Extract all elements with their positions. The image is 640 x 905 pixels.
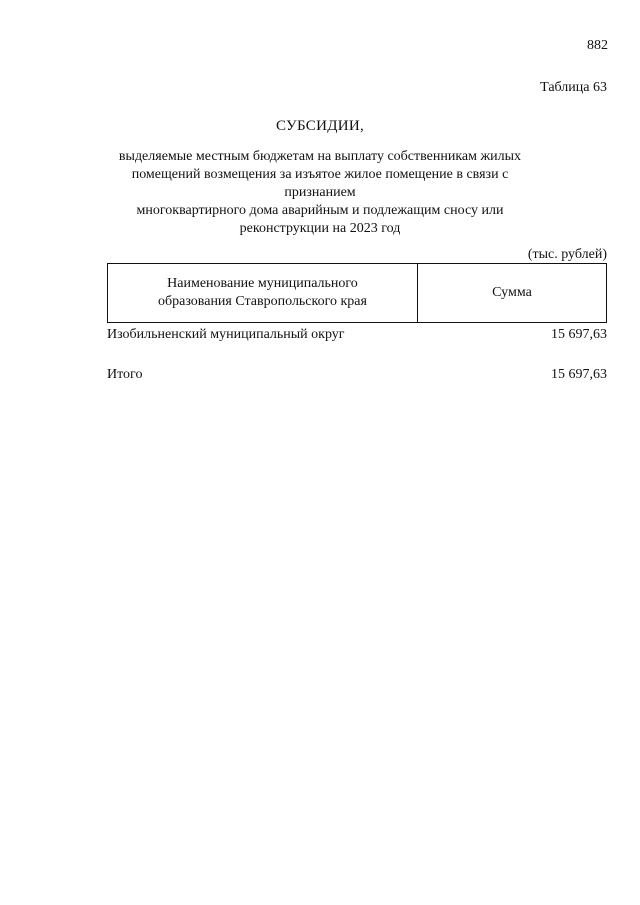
subtitle-line: многоквартирного дома аварийным и подлежащим сносу или (136, 203, 504, 218)
page-number: 882 (587, 38, 608, 53)
table-row (107, 327, 607, 343)
subtitle-line: выделяемые местным бюджетам на выплату собственникам жилых (118, 149, 522, 164)
table-header (107, 263, 607, 323)
row-name: Изобильненский муниципальный округ (107, 327, 345, 342)
header-cell-name (108, 264, 418, 322)
table-label: Таблица 63 (540, 80, 607, 95)
total-row (107, 367, 607, 383)
subtitle-line: помещений возмещения за изъятое жилое помещение в связи с признанием (131, 167, 509, 200)
row-sum: 15 697,63 (551, 327, 607, 342)
units-label: (тыс. рублей) (527, 247, 607, 262)
header-name-line: Наименование муниципального (167, 276, 358, 291)
header-cell-sum: Сумма (492, 285, 532, 300)
total-sum: 15 697,63 (551, 367, 607, 382)
header-name-line: образования Ставропольского края (158, 294, 367, 309)
document-subtitle (100, 148, 540, 238)
document-title: СУБСИДИИ, (275, 118, 365, 134)
total-label: Итого (107, 367, 143, 382)
subtitle-line: реконструкции на 2023 год (239, 221, 401, 236)
